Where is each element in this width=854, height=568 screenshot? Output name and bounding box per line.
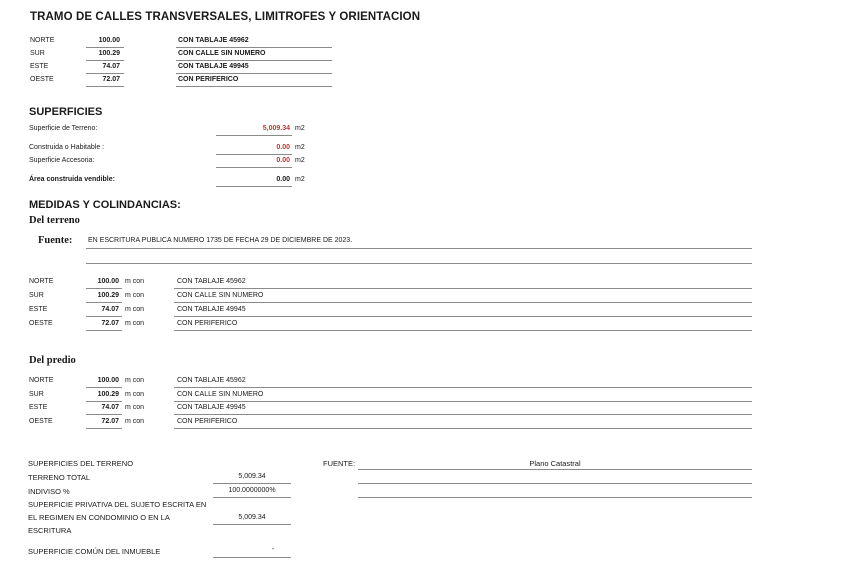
tramo-title: TRAMO DE CALLES TRANSVERSALES, LIMITROFES Y ORIENTACION [30, 11, 421, 23]
terreno-desc: CON TABLAJE 49945 [177, 306, 246, 313]
privativa-label-1: SUPERFICIE PRIVATIVA DEL SUJETO ESCRITA EN [28, 500, 207, 509]
predio-value: 100.00 [97, 377, 119, 384]
unit-label: m2 [295, 144, 305, 151]
unit-label: m2 [295, 176, 305, 183]
predio-value: 100.29 [97, 391, 119, 398]
terreno-desc: CON PERIFERICO [177, 320, 238, 327]
terreno-value: 74.07 [101, 306, 119, 313]
predio-desc: CON CALLE SIN NUMERO [177, 391, 264, 398]
predio-unit: m con [125, 404, 145, 411]
vendible-label: Área construida vendible: [29, 176, 115, 183]
terreno-total-label: TERRENO TOTAL [28, 473, 91, 482]
tramo-desc: CON CALLE SIN NUMERO [178, 50, 266, 57]
privativa-label-3: ESCRITURA [28, 526, 72, 535]
del-predio-subtitle: Del predio [29, 355, 76, 366]
indiviso-value: 100.0000000% [228, 487, 276, 494]
unit-label: m2 [295, 157, 305, 164]
predio-unit: m con [125, 377, 145, 384]
superficie-terreno-label: Superficie de Terreno: [29, 125, 98, 132]
accesoria-value: 0.00 [276, 157, 290, 164]
fuente-text: EN ESCRITURA PUBLICA NUMERO 1735 DE FECHA 29 DE DICIEMBRE DE 2023. [88, 237, 353, 244]
terreno-total-value: 5,009.34 [238, 473, 266, 480]
terreno-desc: CON TABLAJE 45962 [177, 278, 246, 285]
comun-label: SUPERFICIE COMÚN DEL INMUEBLE [28, 547, 161, 556]
terreno-value: 100.29 [97, 292, 119, 299]
terreno-dir: ESTE [29, 306, 48, 313]
terreno-dir: OESTE [29, 320, 53, 327]
resumen-fuente-value: Plano Catastral [529, 459, 581, 468]
terreno-dir: NORTE [29, 278, 54, 285]
vendible-value: 0.00 [276, 176, 290, 183]
terreno-unit: m con [125, 320, 145, 327]
indiviso-label: INDIVISO % [28, 487, 70, 496]
resumen-header: SUPERFICIES DEL TERRENO [28, 459, 134, 468]
tramo-desc: CON PERIFERICO [178, 76, 239, 83]
predio-desc: CON PERIFERICO [177, 418, 238, 425]
predio-dir: NORTE [29, 377, 54, 384]
predio-dir: OESTE [29, 418, 53, 425]
tramo-value: 74.07 [102, 63, 120, 70]
tramo-dir: SUR [30, 50, 45, 57]
predio-value: 72.07 [101, 418, 119, 425]
privativa-label-2: EL REGIMEN EN CONDOMINIO O EN LA [28, 513, 170, 522]
tramo-dir: OESTE [30, 76, 54, 83]
predio-unit: m con [125, 391, 145, 398]
tramo-desc: CON TABLAJE 45962 [178, 37, 249, 44]
construida-label: Construida o Habitable : [29, 144, 105, 151]
del-terreno-subtitle: Del terreno [29, 215, 80, 226]
superficie-terreno-value: 5,009.34 [262, 125, 290, 132]
tramo-dir: ESTE [30, 63, 49, 70]
tramo-value: 100.00 [98, 37, 120, 44]
medidas-title: MEDIDAS Y COLINDANCIAS: [29, 199, 181, 211]
comun-value: - [271, 546, 275, 553]
accesoria-label: Superficie Accesoria: [29, 157, 95, 164]
unit-label: m2 [295, 125, 305, 132]
tramo-value: 100.29 [98, 50, 120, 57]
privativa-value: 5,009.34 [238, 514, 266, 521]
predio-desc: CON TABLAJE 45962 [177, 377, 246, 384]
terreno-unit: m con [125, 306, 145, 313]
terreno-dir: SUR [29, 292, 44, 299]
predio-unit: m con [125, 418, 145, 425]
predio-value: 74.07 [101, 404, 119, 411]
resumen-fuente-label: FUENTE: [323, 459, 356, 468]
superficies-title: SUPERFICIES [29, 106, 103, 118]
predio-dir: SUR [29, 391, 44, 398]
fuente-label: Fuente: [38, 235, 73, 246]
terreno-value: 100.00 [97, 278, 119, 285]
tramo-desc: CON TABLAJE 49945 [178, 63, 249, 70]
predio-desc: CON TABLAJE 49945 [177, 404, 246, 411]
terreno-desc: CON CALLE SIN NUMERO [177, 292, 264, 299]
terreno-unit: m con [125, 292, 145, 299]
terreno-value: 72.07 [101, 320, 119, 327]
tramo-dir: NORTE [30, 37, 55, 44]
construida-value: 0.00 [276, 144, 290, 151]
tramo-value: 72.07 [102, 76, 120, 83]
terreno-unit: m con [125, 278, 145, 285]
predio-dir: ESTE [29, 404, 48, 411]
